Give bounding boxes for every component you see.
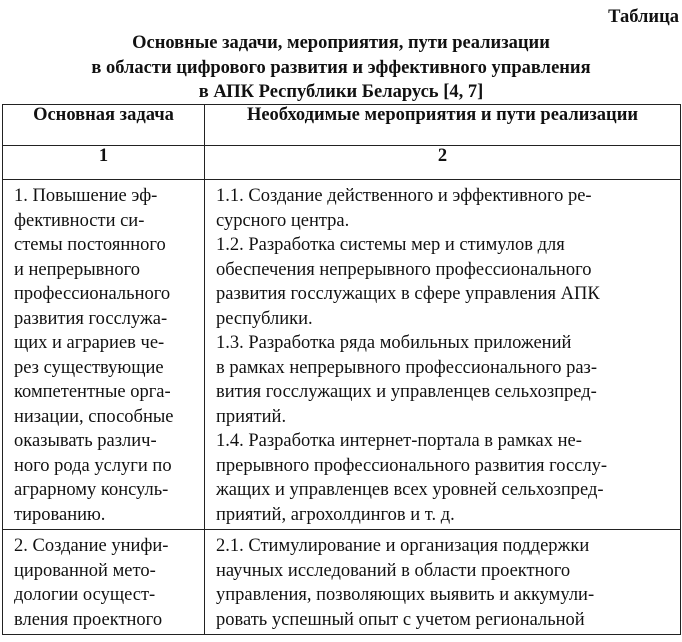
measure-item xyxy=(216,331,672,429)
column-number: 2 xyxy=(205,146,681,180)
table-label: Таблица xyxy=(608,7,679,27)
text-line: сурсного центра. xyxy=(216,210,350,231)
text-line: научных исследований в области проектного xyxy=(216,560,571,581)
tasks-table xyxy=(2,104,681,635)
measure-item xyxy=(216,233,672,331)
table-row xyxy=(3,530,681,635)
text-line: 2.1. Стимулирование и организация поддержки xyxy=(216,536,590,556)
text-line: обеспечения непрерывного профессионального xyxy=(216,259,592,280)
text-line: 1.3. Разработка ряда мобильных приложений xyxy=(216,333,572,353)
table-row xyxy=(3,180,681,530)
text-line: низации, способные xyxy=(14,406,174,427)
text-line: рез существующие xyxy=(14,357,164,378)
measure-item xyxy=(216,429,672,527)
text-line: 1.2. Разработка системы мер и стимулов для xyxy=(216,235,565,255)
text-line: 1.4. Разработка интернет-портала в рамках не- xyxy=(216,431,582,451)
text-line: оказывать различ- xyxy=(14,431,157,451)
task-cell xyxy=(3,180,205,530)
text-line: развития госслужащих в сфере управления АПК xyxy=(216,284,600,304)
text-line: развития госслужа- xyxy=(14,308,168,329)
caption-line: в АПК Республики Беларусь [4, 7] xyxy=(198,82,484,102)
measures-cell xyxy=(205,530,681,635)
text-line: компетентные орга- xyxy=(14,382,171,402)
text-line: вития госслужащих и управленцев сельхозпред- xyxy=(216,382,597,402)
measures-cell xyxy=(205,180,681,530)
text-line: щих и аграриев че- xyxy=(14,333,165,353)
text-line: тированию. xyxy=(14,504,106,525)
text-line: управления, позволяющих выявить и аккумули- xyxy=(216,585,595,605)
header-measures: Необходимые мероприятия и пути реализации xyxy=(205,105,681,146)
caption-line: Основные задачи, мероприятия, пути реализации xyxy=(132,33,550,53)
text-line: и непрерывного xyxy=(14,259,140,280)
measure-item xyxy=(216,534,672,632)
text-line: 2. Создание унифи- xyxy=(14,536,169,556)
column-number: 1 xyxy=(3,146,205,180)
task-cell xyxy=(3,530,205,635)
text-line: ровать успешный опыт с учетом региональной xyxy=(216,609,585,630)
measure-item xyxy=(216,184,672,233)
text-line: 1. Повышение эф- xyxy=(14,186,158,206)
text-line: прерывного профессионального развития госслу- xyxy=(216,455,608,476)
text-line: аграрному консуль- xyxy=(14,480,169,500)
caption-line: в области цифрового развития и эффективного управления xyxy=(91,57,591,78)
text-line: профессионального xyxy=(14,284,171,304)
text-line: ного рода услуги по xyxy=(14,455,172,476)
text-line: фективности си- xyxy=(14,210,145,231)
text-line: приятий. xyxy=(216,406,287,427)
column-number-row xyxy=(3,146,681,180)
header-task: Основная задача xyxy=(3,105,205,146)
header-row xyxy=(3,105,681,146)
text-line: жащих и управленцев всех уровней сельхозпред- xyxy=(216,480,604,500)
table-caption xyxy=(0,31,682,105)
text-line: приятий, агрохолдингов и т. д. xyxy=(216,504,455,525)
text-line: вления проектного xyxy=(14,609,163,630)
text-line: в рамках непрерывного профессионального раз- xyxy=(216,357,598,378)
text-line: цированной мето- xyxy=(14,560,156,581)
text-line: 1.1. Создание действенного и эффективного ре- xyxy=(216,186,592,206)
text-line: стемы постоянного xyxy=(14,235,166,255)
text-line: республики. xyxy=(216,308,313,329)
text-line: дологии осущест- xyxy=(14,585,156,605)
